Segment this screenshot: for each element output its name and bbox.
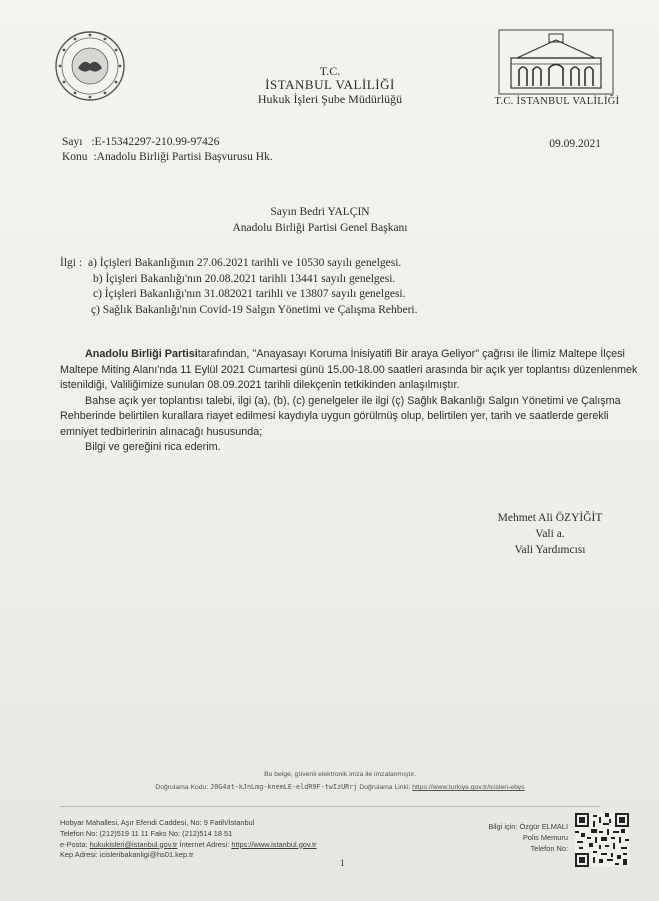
konu-label: Konu [62,151,88,163]
body-paragraph-3: Bilgi ve gereğini rica ederim. [85,441,221,453]
sayi-label: Sayı [62,136,83,148]
ilgi-block [60,256,460,326]
konu-line [62,151,273,163]
body-paragraph-1-text: tarafından, "Anayasayı Koruma İnisiyatifi Bir araya Geliyor" çağrısı ile İlimiz Maltepe İlçesi Maltepe Miting Alanı'nda 11 Eylül 2021 Cumartesi günü 15.00-18.00 saatleri arasında bir açık yer toplantısı düzenlenmek istenildiği, Valiliğimize sunulan 08.09.2021 tarihli dilekçenin tetkikinden anlaşılmıştır. [60,348,638,391]
verification-link-label: Doğrulama Linki: [359,784,411,791]
footer-internet[interactable]: https://www.istanbul.gov.tr [231,839,317,849]
recipient-name: Sayın Bedri YALÇIN [270,206,370,218]
info-contact-role: Polis Memuru [522,832,568,842]
footer-address: Hobyar Mahallesi, Aşır Efendi Caddesi, No: 9 Fatih/İstanbul [60,818,255,827]
document-date: 09.09.2021 [549,138,601,150]
verification-note [80,768,600,794]
party-name: Anadolu Birliği Partisi [85,348,198,360]
esign-note: Bu belge, güvenli elektronik imza ile imzalanmıştır. [264,771,416,778]
footer-phone: Telefon No: (212)519 11 11 Faks No: (212)514 18 51 [60,828,233,838]
header-department: Hukuk İşleri Şube Müdürlüğü [257,92,403,106]
qr-code-icon [575,813,629,867]
ilgi-item-c: c) İçişleri Bakanlığı'nın 31.082021 tarihli ve 13807 sayılı genelgesi. [93,288,406,300]
page-number: 1 [340,858,345,868]
emblem-caption: T.C. İSTANBUL VALİLİĞİ [494,96,620,107]
sayi-value: :E-15342297-210.99-97426 [91,136,220,148]
body-paragraph-2: Bahse açık yer toplantısı talebi, ilgi (a), (b), (c) genelgeler ile ilgi (ç) Sağlık Bakanlığı Salgın Yönetimi ve Çalışma Rehberinde belirtilen kurallara riayet edilmesi kaydıyla uygun görülmüş olup, belirtilen yer, tarih ve saatlerde gerekli emniyet tedbirlerinin alınacağı hususunda; [60,394,621,438]
footer-divider [60,806,600,807]
recipient-block [170,204,470,236]
signatory-title: Vali Yardımcısı [514,544,586,556]
ilgi-item-d: ç) Sağlık Bakanlığı'nın Covid-19 Salgın Yönetimi ve Çalışma Rehberi. [91,303,418,316]
info-contact-name: Bilgi için: Özgür ELMALI [488,822,568,831]
verification-code: J0G4at-kJnLmg-knemLE-eldR9F-twIzURrj [210,783,358,791]
governorship-seal-icon [54,30,126,102]
ilgi-item-a: a) İçişleri Bakanlığının 27.06.2021 tarihli ve 10530 sayılı genelgesi. [88,257,402,269]
footer-email[interactable]: hukukisleri@istanbul.gov.tr [89,839,178,849]
sayi-line [62,136,219,148]
konu-value: :Anadolu Birliği Partisi Başvurusu Hk. [93,151,273,163]
verification-code-label: Doğrulama Kodu: [155,784,209,791]
signatory-name: Mehmet Ali ÖZYİĞİT [497,512,603,524]
footer-internet-label: İnternet Adresi: [179,839,230,849]
header-tc: T.C. [319,64,341,78]
recipient-title: Anadolu Birliği Partisi Genel Başkanı [232,222,408,234]
signature-block [470,510,630,558]
body-paragraph-1 [60,347,645,394]
footer-info-contact [450,822,568,854]
info-contact-phone: Telefon No: [530,843,568,853]
signatory-line2: Vali a. [535,528,565,540]
document-header [180,64,480,106]
ilgi-label: İlgi : [60,257,83,269]
footer-kep: Kep Adresi: icisleribakanligi@hs01.kep.tr [60,850,194,860]
footer-contact [60,818,317,861]
building-emblem-icon [497,28,615,96]
ilgi-item-b: b) İçişleri Bakanlığı'nın 20.08.2021 tarihli 13441 sayılı genelgesi. [93,272,396,285]
verification-link[interactable]: https://www.turkiye.gov.tr/icisleri-ebys [412,784,525,791]
header-valilik: İSTANBUL VALİLİĞİ [265,77,395,92]
footer-email-label: e-Posta: [60,839,88,849]
letter-body [60,347,645,456]
